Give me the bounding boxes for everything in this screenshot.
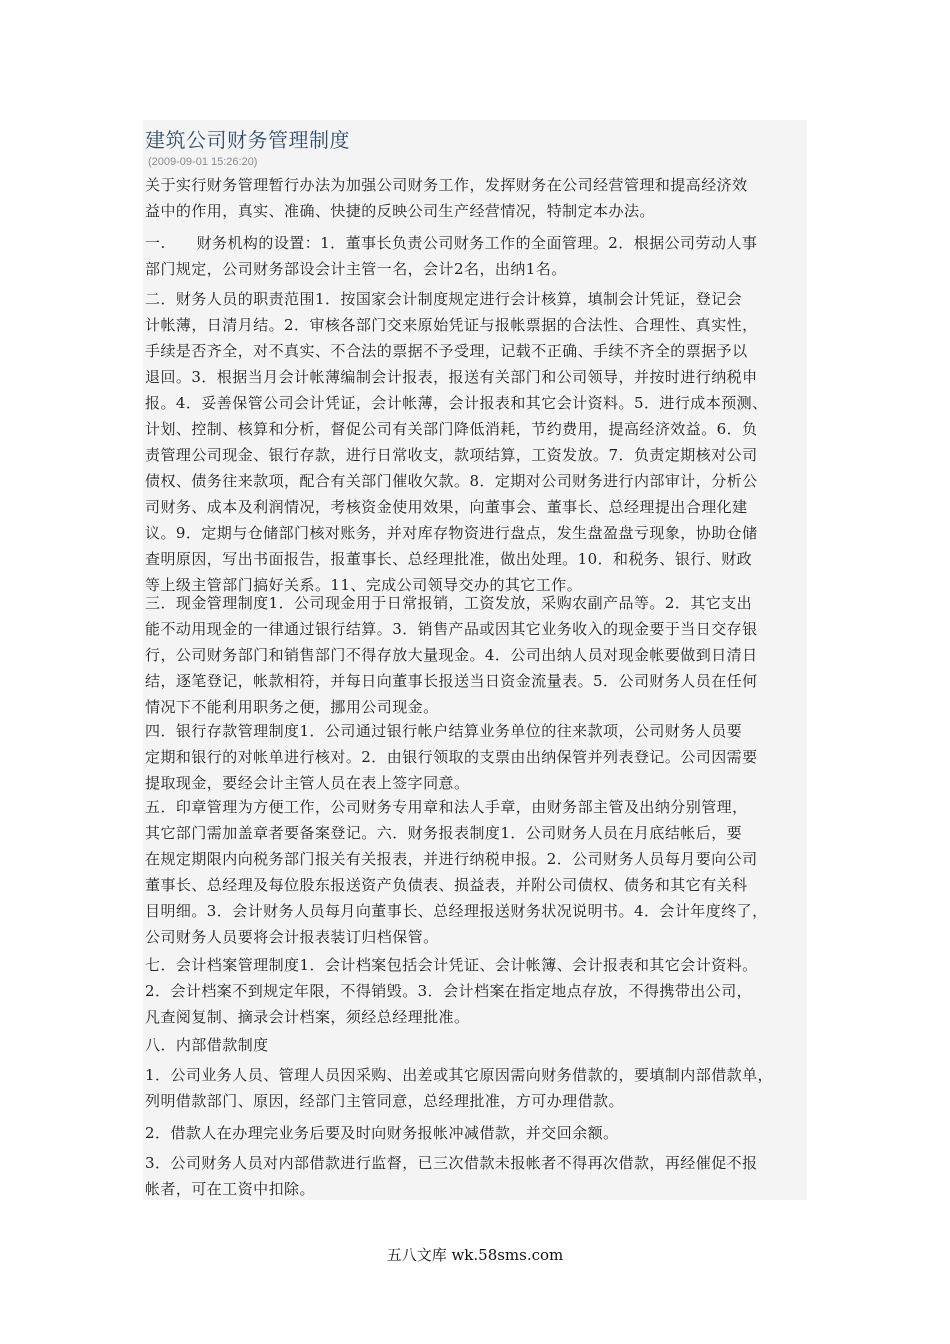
page-title: 建筑公司财务管理制度 [145,128,350,152]
text-line: 3．公司财务人员对内部借款进行监督，已三次借款未报帐者不得再次借款，再经催促不报 [145,1154,758,1172]
text-line: 计划、控制、核算和分析，督促公司有关部门降低消耗，节约费用，提高经济效益。6．负 [145,420,758,438]
text-line: 目明细。3．会计财务人员每月向董事长、总经理报送财务状况说明书。4．会计年度终了， [145,902,768,920]
paragraph-item-2 [145,1120,619,1146]
paragraph-intro [145,172,748,224]
text-line: 五．印章管理为方便工作，公司财务专用章和法人手章，由财务部主管及出纳分别管理， [145,798,748,816]
text-line: 手续是否齐全，对不真实、不合法的票据不予受理，记载不正确、手续不齐全的票据予以 [145,342,748,360]
paragraph-section-7 [145,952,758,1030]
paragraph-item-1 [145,1062,773,1114]
text-line: 议。9．定期与仓储部门核对账务，并对库存物资进行盘点，发生盘盈盘亏现象，协助仓储 [145,524,758,542]
text-line: 2．借款人在办理完业务后要及时向财务报帐冲减借款，并交回余额。 [145,1124,619,1142]
text-line: 三．现金管理制度1．公司现金用于日常报销，工资发放，采购农副产品等。2．其它支出 [145,594,753,612]
text-line: 2．会计档案不到规定年限，不得销毁。3．会计档案在指定地点存放，不得携带出公司， [145,982,753,1000]
text-line: 一. 财务机构的设置：1．董事长负责公司财务工作的全面管理。2．根据公司劳动人事 [145,234,758,252]
text-line: 八．内部借款制度 [145,1036,269,1054]
text-line: 提取现金，要经会计主管人员在表上签字同意。 [145,774,470,792]
paragraph-section-2 [145,286,768,598]
text-line: 凡查阅复制、摘录会计档案，须经总经理批准。 [145,1008,470,1026]
text-line: 在规定期限内向税务部门报关有关报表，并进行纳税申报。2．公司财务人员每月要向公司 [145,850,758,868]
paragraph-section-1 [145,230,757,282]
text-line: 报。4．妥善保管公司会计凭证，会计帐薄，会计报表和其它会计资料。5．进行成本预测、 [145,394,768,412]
text-line: 结，逐笔登记，帐款相符，并每日向董事长报送当日资金流量表。5．公司财务人员在任何 [145,672,758,690]
text-line: 行，公司财务部门和销售部门不得存放大量现金。4．公司出纳人员对现金帐要做到日清日 [145,646,758,664]
page-footer: 五八文库 wk.58sms.com [386,1246,564,1264]
text-line: 董事长、总经理及每位股东报送资产负债表、损益表，并附公司债权、债务和其它有关科 [145,876,748,894]
text-line: 等上级主管部门搞好关系。11、完成公司领导交办的其它工作。 [145,576,583,594]
text-line: 债权、债务往来款项，配合有关部门催收欠款。8．定期对公司财务进行内部审计，分析公 [145,472,758,490]
paragraph-section-5-6 [145,794,768,950]
text-line: 司财务、成本及利润情况，考核资金使用效果，向董事会、董事长、总经理提出合理化建 [145,498,748,516]
text-line: 其它部门需加盖章者要备案登记。六．财务报表制度1．公司财务人员在月底结帐后，要 [145,824,743,842]
text-line: 责管理公司现金、银行存款，进行日常收支，款项结算，工资发放。7．负责定期核对公司 [145,446,758,464]
text-line: 益中的作用，真实、准确、快捷的反映公司生产经营情况，特制定本办法。 [145,202,655,220]
text-line: 计帐薄，日清月结。2．审核各部门交来原始凭证与报帐票据的合法性、合理性、真实性， [145,316,758,334]
text-line: 能不动用现金的一律通过银行结算。3．销售产品或因其它业务收入的现金要于当日交存银 [145,620,758,638]
publish-date: (2009-09-01 15:26:20) [148,156,258,168]
text-line: 二．财务人员的职责范围1．按国家会计制度规定进行会计核算，填制会计凭证，登记会 [145,290,743,308]
text-line: 退回。3．根据当月会计帐薄编制会计报表，报送有关部门和公司领导，并按时进行纳税申 [145,368,758,386]
text-line: 定期和银行的对帐单进行核对。2．由银行领取的支票由出纳保管并列表登记。公司因需要 [145,748,758,766]
text-line: 情况下不能利用职务之便，挪用公司现金。 [145,698,439,716]
paragraph-section-8-heading [145,1032,269,1058]
paragraph-section-4 [145,718,758,796]
text-line: 部门规定，公司财务部设会计主管一名，会计2名，出纳1名。 [145,260,567,278]
text-line: 1．公司业务人员、管理人员因采购、出差或其它原因需向财务借款的，要填制内部借款单， [145,1066,773,1084]
paragraph-item-3 [145,1150,758,1202]
text-line: 列明借款部门、原因，经部门主管同意，总经理批准，方可办理借款。 [145,1092,624,1110]
text-line: 七．会计档案管理制度1．会计档案包括会计凭证、会计帐簿、会计报表和其它会计资料。 [145,956,758,974]
text-line: 帐者，可在工资中扣除。 [145,1180,315,1198]
text-line: 四．银行存款管理制度1．公司通过银行帐户结算业务单位的往来款项，公司财务人员要 [145,722,743,740]
text-line: 公司财务人员要将会计报表装订归档保管。 [145,928,439,946]
paragraph-section-3 [145,590,758,720]
text-line: 查明原因，写出书面报告，报董事长、总经理批准，做出处理。10．和税务、银行、财政 [145,550,753,568]
text-line: 关于实行财务管理暂行办法为加强公司财务工作，发挥财务在公司经营管理和提高经济效 [145,176,748,194]
